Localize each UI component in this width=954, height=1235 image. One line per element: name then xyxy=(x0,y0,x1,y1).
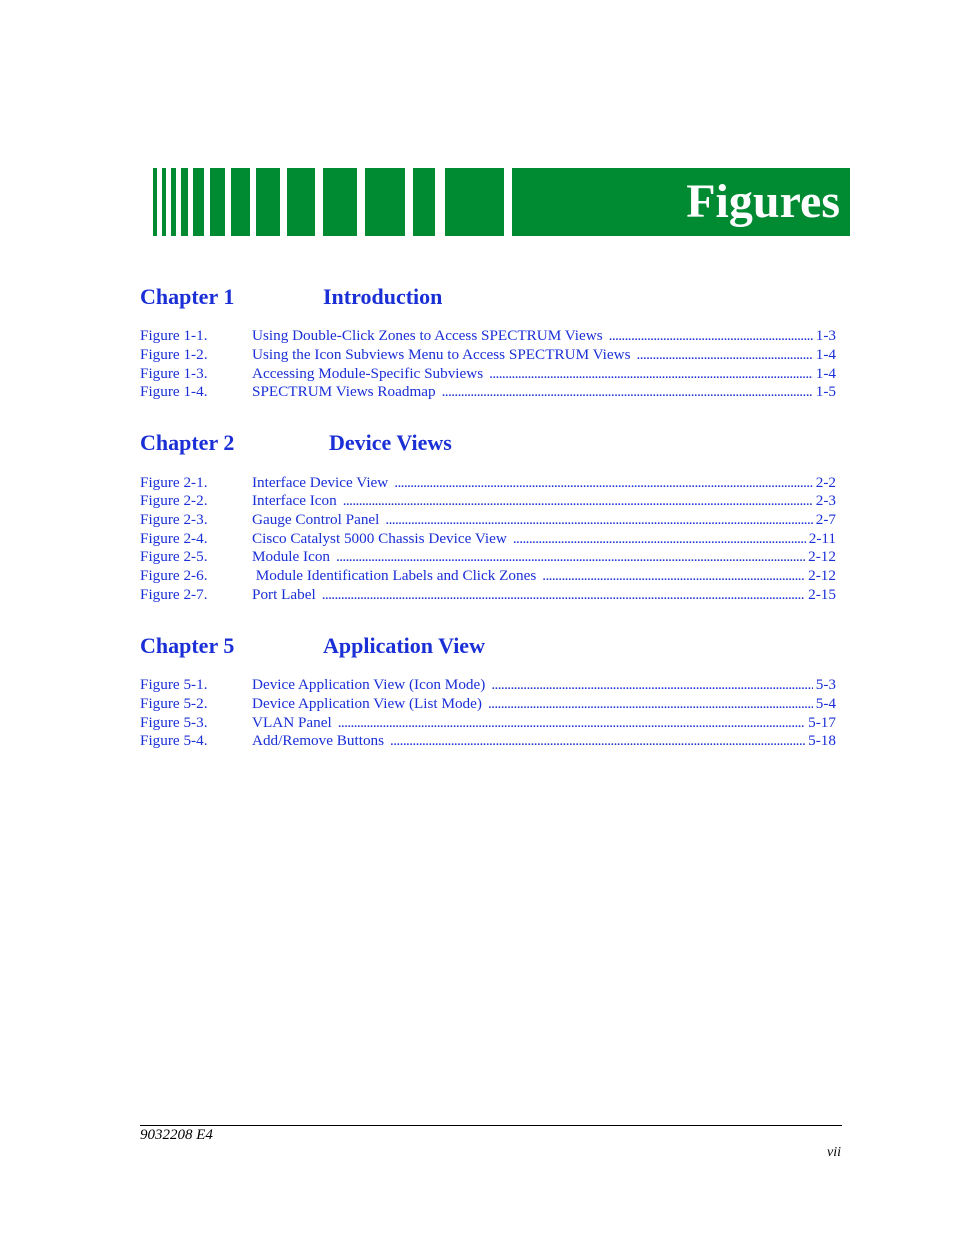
document-number: 9032208 E4 xyxy=(140,1127,213,1143)
page-ref[interactable]: 1-5 xyxy=(815,383,836,400)
dot-leader xyxy=(385,510,812,529)
banner-stripe xyxy=(193,168,204,236)
dot-leader xyxy=(394,473,812,492)
page-ref[interactable]: 2-7 xyxy=(815,511,836,528)
banner-stripe xyxy=(231,168,250,236)
dot-leader xyxy=(609,326,813,345)
figure-entry[interactable] xyxy=(140,529,836,548)
page-ref[interactable]: 1-4 xyxy=(815,365,836,382)
figure-entry[interactable] xyxy=(140,473,836,492)
figure-label[interactable]: Figure 2-2. xyxy=(140,492,208,509)
page-number: vii xyxy=(827,1145,841,1160)
figure-entry[interactable] xyxy=(140,566,836,585)
figure-title[interactable]: Add/Remove Buttons xyxy=(252,732,385,749)
figure-label[interactable]: Figure 2-4. xyxy=(140,530,208,547)
figure-entry[interactable] xyxy=(140,364,836,383)
figure-title[interactable]: Device Application View (Icon Mode) xyxy=(252,676,486,693)
dot-leader xyxy=(637,345,813,364)
chapter-number[interactable]: Chapter 5 xyxy=(140,633,235,658)
page-title: Figures xyxy=(686,175,840,228)
page-ref[interactable]: 1-3 xyxy=(815,327,836,344)
figure-label[interactable]: Figure 2-5. xyxy=(140,548,208,565)
page-ref[interactable]: 2-3 xyxy=(815,492,836,509)
dot-leader xyxy=(513,529,806,548)
figure-entry[interactable] xyxy=(140,585,836,604)
banner-stripe xyxy=(162,168,166,236)
figure-title[interactable]: Port Label xyxy=(252,586,316,603)
page-ref[interactable]: 5-4 xyxy=(815,695,836,712)
figure-label[interactable]: Figure 1-2. xyxy=(140,346,208,363)
page-ref[interactable]: 5-3 xyxy=(815,676,836,693)
page-ref[interactable]: 2-11 xyxy=(808,530,836,547)
banner-stripe xyxy=(210,168,225,236)
figure-label[interactable]: Figure 2-7. xyxy=(140,586,208,603)
footer-rule xyxy=(140,1125,842,1126)
figure-title[interactable]: VLAN Panel xyxy=(252,714,332,731)
figure-title[interactable]: Using Double-Click Zones to Access SPECTRUM Views xyxy=(252,327,603,344)
figure-entry[interactable] xyxy=(140,547,836,566)
figure-label[interactable]: Figure 1-4. xyxy=(140,383,208,400)
figure-title[interactable]: Interface Icon xyxy=(252,492,337,509)
figure-title[interactable]: Accessing Module-Specific Subviews xyxy=(252,365,484,382)
page-ref[interactable]: 5-17 xyxy=(808,714,836,731)
page-ref[interactable]: 5-18 xyxy=(808,732,836,749)
chapter-title[interactable]: Device Views xyxy=(329,430,452,455)
dot-leader xyxy=(442,382,813,401)
figure-title[interactable]: Using the Icon Subviews Menu to Access SPECTRUM Views xyxy=(252,346,631,363)
page-ref[interactable]: 2-12 xyxy=(808,567,836,584)
dot-leader xyxy=(338,713,805,732)
figure-title[interactable]: Module Icon xyxy=(252,548,331,565)
figure-label[interactable]: Figure 5-1. xyxy=(140,676,208,693)
dot-leader xyxy=(489,364,813,383)
banner-stripe xyxy=(181,168,188,236)
figure-entry[interactable] xyxy=(140,713,836,732)
figure-label[interactable]: Figure 5-3. xyxy=(140,714,208,731)
figure-title[interactable]: Cisco Catalyst 5000 Chassis Device View xyxy=(252,530,507,547)
figure-title[interactable]: Device Application View (List Mode) xyxy=(252,695,482,712)
banner-stripe xyxy=(365,168,405,236)
page-ref[interactable]: 2-12 xyxy=(808,548,836,565)
figure-label[interactable]: Figure 2-6. xyxy=(140,567,208,584)
page-ref[interactable]: 2-2 xyxy=(815,474,836,491)
figures-banner xyxy=(153,168,850,236)
banner-stripe xyxy=(413,168,435,236)
figure-entry[interactable] xyxy=(140,694,836,713)
banner-stripe xyxy=(323,168,357,236)
dot-leader xyxy=(336,547,805,566)
figure-entry[interactable] xyxy=(140,382,836,401)
banner-stripe xyxy=(153,168,157,236)
chapter-title[interactable]: Introduction xyxy=(323,284,443,309)
banner-stripe xyxy=(171,168,176,236)
dot-leader xyxy=(542,566,805,585)
figure-entry[interactable] xyxy=(140,731,836,750)
banner-stripe xyxy=(445,168,504,236)
figure-entry[interactable] xyxy=(140,675,836,694)
banner-title-block xyxy=(512,168,850,236)
page-ref[interactable]: 2-15 xyxy=(808,586,836,603)
figure-label[interactable]: Figure 2-3. xyxy=(140,511,208,528)
dot-leader xyxy=(322,585,805,604)
figure-label[interactable]: Figure 5-4. xyxy=(140,732,208,749)
dot-leader xyxy=(488,694,813,713)
chapter-number[interactable]: Chapter 1 xyxy=(140,284,235,309)
figure-title[interactable]: Interface Device View xyxy=(252,474,389,491)
figure-label[interactable]: Figure 1-1. xyxy=(140,327,208,344)
chapter-number[interactable]: Chapter 2 xyxy=(140,430,235,455)
banner-stripe xyxy=(256,168,280,236)
figure-entry[interactable] xyxy=(140,326,836,345)
figure-title[interactable]: Gauge Control Panel xyxy=(252,511,380,528)
figure-label[interactable]: Figure 2-1. xyxy=(140,474,208,491)
dot-leader xyxy=(343,491,813,510)
chapter-title[interactable]: Application View xyxy=(323,633,485,658)
figure-title[interactable]: SPECTRUM Views Roadmap xyxy=(252,383,436,400)
dot-leader xyxy=(390,731,805,750)
figure-entry[interactable] xyxy=(140,345,836,364)
figure-title[interactable]: Module Identification Labels and Click Zones xyxy=(252,567,537,584)
figure-entry[interactable] xyxy=(140,510,836,529)
banner-stripe xyxy=(287,168,315,236)
page-ref[interactable]: 1-4 xyxy=(815,346,836,363)
dot-leader xyxy=(491,675,812,694)
figure-entry[interactable] xyxy=(140,491,836,510)
figure-label[interactable]: Figure 5-2. xyxy=(140,695,208,712)
figure-label[interactable]: Figure 1-3. xyxy=(140,365,208,382)
